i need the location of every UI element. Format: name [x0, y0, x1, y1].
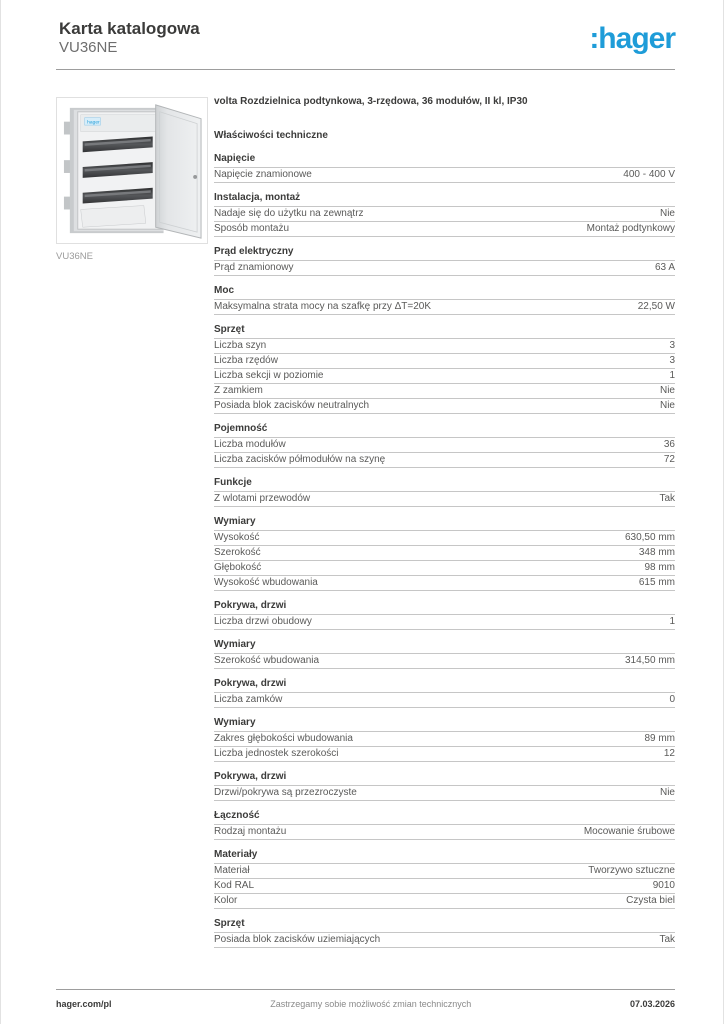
table-row [214, 693, 675, 708]
spec-section [214, 286, 675, 315]
hager-logo: :hager [589, 22, 675, 55]
property-value: 98 mm [644, 562, 675, 573]
properties-heading: Właściwości techniczne [214, 130, 328, 141]
property-label: Z wlotami przewodów [214, 493, 311, 504]
spec-section [214, 718, 675, 762]
property-label: Drzwi/pokrywa są przezroczyste [214, 787, 357, 798]
property-label: Rodzaj montażu [214, 826, 287, 837]
property-label: Głębokość [214, 562, 262, 573]
section-title: Funkcje [214, 478, 675, 492]
product-description: volta Rozdzielnica podtynkowa, 3-rzędowa, 36 modułów, II kl, IP30 [214, 96, 528, 107]
section-rows [214, 693, 675, 708]
section-title: Materiały [214, 850, 675, 864]
property-value: 9010 [652, 880, 675, 891]
property-value: Czysta biel [626, 895, 675, 906]
section-rows [214, 825, 675, 840]
table-row [214, 654, 675, 669]
property-value: Nie [659, 208, 675, 219]
spec-section [214, 772, 675, 801]
distribution-board-illustration [57, 98, 207, 243]
page-title: Karta katalogowa [59, 19, 200, 38]
section-rows [214, 339, 675, 414]
section-rows [214, 732, 675, 762]
section-rows [214, 864, 675, 909]
property-value: Nie [659, 385, 675, 396]
spec-section [214, 640, 675, 669]
spec-section [214, 601, 675, 630]
property-value: 348 mm [638, 547, 675, 558]
property-label: Szerokość [214, 547, 261, 558]
section-rows [214, 531, 675, 591]
table-row [214, 300, 675, 315]
section-rows [214, 168, 675, 183]
property-value: 1 [669, 616, 675, 627]
property-label: Zakres głębokości wbudowania [214, 733, 353, 744]
section-title: Łączność [214, 811, 675, 825]
spec-section [214, 919, 675, 948]
property-label: Posiada blok zacisków uziemiających [214, 934, 381, 945]
property-value: 72 [663, 454, 675, 465]
table-row [214, 879, 675, 894]
property-label: Materiał [214, 865, 250, 876]
property-label: Liczba rzędów [214, 355, 278, 366]
property-label: Prąd znamionowy [214, 262, 294, 273]
property-value: 630,50 mm [624, 532, 675, 543]
table-row [214, 747, 675, 762]
table-row [214, 369, 675, 384]
property-value: 89 mm [644, 733, 675, 744]
property-value: 63 A [654, 262, 675, 273]
spec-section [214, 424, 675, 468]
section-title: Pojemność [214, 424, 675, 438]
property-value: Nie [659, 787, 675, 798]
table-row [214, 207, 675, 222]
section-title: Sprzęt [214, 325, 675, 339]
section-title: Napięcie [214, 154, 675, 168]
section-rows [214, 933, 675, 948]
section-rows [214, 654, 675, 669]
section-title: Wymiary [214, 517, 675, 531]
spec-section [214, 850, 675, 909]
property-value: Montaż podtynkowy [586, 223, 675, 234]
property-label: Kod RAL [214, 880, 255, 891]
property-label: Z zamkiem [214, 385, 263, 396]
property-label: Sposób montażu [214, 223, 290, 234]
property-value: 36 [663, 439, 675, 450]
table-row [214, 933, 675, 948]
table-row [214, 384, 675, 399]
image-caption: VU36NE [56, 251, 93, 262]
property-label: Liczba drzwi obudowy [214, 616, 312, 627]
property-value: 3 [669, 355, 675, 366]
table-row [214, 399, 675, 414]
property-label: Liczba zacisków półmodułów na szynę [214, 454, 386, 465]
table-row [214, 168, 675, 183]
table-row [214, 531, 675, 546]
section-title: Prąd elektryczny [214, 247, 675, 261]
property-value: 615 mm [638, 577, 675, 588]
table-row [214, 261, 675, 276]
sticker-brand-label: hager [87, 120, 100, 126]
table-row [214, 546, 675, 561]
section-title: Pokrywa, drzwi [214, 679, 675, 693]
table-row [214, 732, 675, 747]
property-value: 400 - 400 V [623, 169, 675, 180]
section-rows [214, 261, 675, 276]
property-label: Maksymalna strata mocy na szafkę przy ΔT=20K [214, 301, 432, 312]
section-rows [214, 300, 675, 315]
product-reference: VU36NE [59, 38, 118, 56]
product-image-column [56, 97, 208, 262]
section-title: Sprzęt [214, 919, 675, 933]
header [59, 20, 675, 57]
section-title: Wymiary [214, 718, 675, 732]
spec-column [214, 96, 675, 958]
property-label: Liczba szyn [214, 340, 267, 351]
product-image [56, 97, 208, 244]
table-row [214, 453, 675, 468]
table-row [214, 825, 675, 840]
spec-section [214, 478, 675, 507]
section-title: Pokrywa, drzwi [214, 772, 675, 786]
property-value: Tak [659, 934, 675, 945]
property-label: Nadaje się do użytku na zewnątrz [214, 208, 364, 219]
table-row [214, 561, 675, 576]
property-label: Szerokość wbudowania [214, 655, 320, 666]
spec-section [214, 517, 675, 591]
property-value: Mocowanie śrubowe [583, 826, 675, 837]
property-value: Nie [659, 400, 675, 411]
section-title: Wymiary [214, 640, 675, 654]
table-row [214, 894, 675, 909]
section-rows [214, 615, 675, 630]
property-label: Kolor [214, 895, 238, 906]
table-row [214, 615, 675, 630]
spec-section [214, 811, 675, 840]
footer-date: 07.03.2026 [629, 999, 675, 1009]
spec-section [214, 154, 675, 183]
section-title: Instalacja, montaż [214, 193, 675, 207]
footer-disclaimer: Zastrzegamy sobie możliwość zmian technicznych [270, 999, 472, 1009]
footer-website: hager.com/pl [56, 999, 112, 1009]
property-label: Wysokość wbudowania [214, 577, 318, 588]
section-rows [214, 786, 675, 801]
section-rows [214, 492, 675, 507]
property-label: Napięcie znamionowe [214, 169, 312, 180]
table-row [214, 786, 675, 801]
property-value: Tak [659, 493, 675, 504]
property-value: 0 [669, 694, 675, 705]
spec-section [214, 325, 675, 414]
property-label: Liczba jednostek szerokości [214, 748, 339, 759]
property-label: Posiada blok zacisków neutralnych [214, 400, 370, 411]
footer [56, 989, 675, 1009]
table-row [214, 492, 675, 507]
property-value: Tworzywo sztuczne [588, 865, 675, 876]
property-label: Wysokość [214, 532, 260, 543]
section-title: Pokrywa, drzwi [214, 601, 675, 615]
table-row [214, 438, 675, 453]
property-value: 314,50 mm [624, 655, 675, 666]
spec-sections [214, 154, 675, 948]
table-row [214, 576, 675, 591]
spec-section [214, 193, 675, 237]
header-divider [56, 69, 675, 70]
table-row [214, 864, 675, 879]
spec-section [214, 679, 675, 708]
door-handle [193, 175, 197, 179]
property-label: Liczba modułów [214, 439, 286, 450]
property-value: 1 [669, 370, 675, 381]
section-rows [214, 207, 675, 237]
table-row [214, 354, 675, 369]
property-label: Liczba sekcji w poziomie [214, 370, 324, 381]
table-row [214, 222, 675, 237]
section-title: Moc [214, 286, 675, 300]
property-value: 12 [663, 748, 675, 759]
property-value: 22,50 W [637, 301, 675, 312]
property-value: 3 [669, 340, 675, 351]
property-label: Liczba zamków [214, 694, 283, 705]
table-row [214, 339, 675, 354]
section-rows [214, 438, 675, 468]
spec-section [214, 247, 675, 276]
